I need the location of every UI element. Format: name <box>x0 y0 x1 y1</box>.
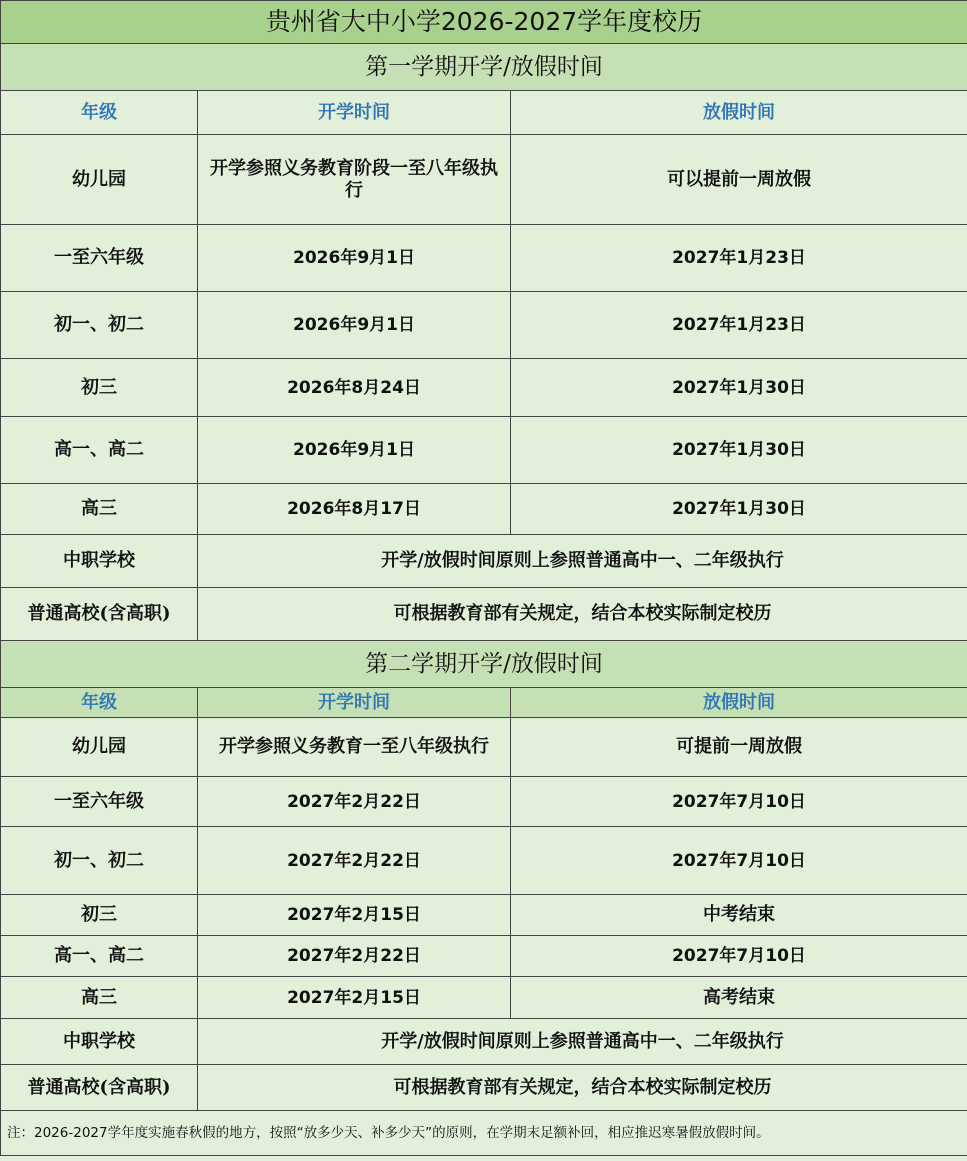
grade-cell: 普通高校(含高职) <box>1 588 198 641</box>
grade-cell: 幼儿园 <box>1 718 198 777</box>
table-row <box>1 135 967 225</box>
term1-title: 第一学期开学/放假时间 <box>1 44 967 91</box>
grade-cell: 初一、初二 <box>1 827 198 895</box>
end-cell: 2027年7月10日 <box>511 827 967 895</box>
footnote: 注：2026-2027学年度实施春秋假的地方，按照“放多少天、补多少天”的原则，在学期末足额补回，相应推迟寒暑假放假时间。 <box>1 1111 967 1156</box>
table-row <box>1 827 967 895</box>
grade-cell: 中职学校 <box>1 1019 198 1065</box>
end-cell: 2027年1月23日 <box>511 292 967 359</box>
start-cell: 2027年2月22日 <box>198 936 511 977</box>
table-row <box>1 936 967 977</box>
table-row <box>1 588 967 641</box>
grade-cell: 高一、高二 <box>1 936 198 977</box>
end-cell: 中考结束 <box>511 895 967 936</box>
table-row <box>1 292 967 359</box>
grade-cell: 高三 <box>1 484 198 535</box>
grade-cell: 初三 <box>1 359 198 417</box>
start-cell: 开学参照义务教育一至八年级执行 <box>198 718 511 777</box>
start-cell: 开学参照义务教育阶段一至八年级执行 <box>198 135 511 225</box>
table-row <box>1 359 967 417</box>
start-cell: 2027年2月22日 <box>198 827 511 895</box>
grade-cell: 高三 <box>1 977 198 1019</box>
end-cell: 2027年7月10日 <box>511 936 967 977</box>
header-end: 放假时间 <box>511 688 967 718</box>
start-cell: 2027年2月15日 <box>198 977 511 1019</box>
grade-cell: 普通高校(含高职) <box>1 1065 198 1111</box>
grade-cell: 初一、初二 <box>1 292 198 359</box>
table-row <box>1 1065 967 1111</box>
table-row <box>1 977 967 1019</box>
end-cell: 可提前一周放假 <box>511 718 967 777</box>
table-row <box>1 225 967 292</box>
end-cell: 高考结束 <box>511 977 967 1019</box>
end-cell: 2027年7月10日 <box>511 777 967 827</box>
table-row <box>1 718 967 777</box>
table-row <box>1 1019 967 1065</box>
start-cell: 2026年9月1日 <box>198 417 511 484</box>
table-row <box>1 417 967 484</box>
page-title: 贵州省大中小学2026-2027学年度校历 <box>1 1 967 44</box>
merged-cell: 可根据教育部有关规定，结合本校实际制定校历 <box>198 588 967 641</box>
start-cell: 2026年8月17日 <box>198 484 511 535</box>
table-row <box>1 895 967 936</box>
start-cell: 2026年9月1日 <box>198 292 511 359</box>
header-end: 放假时间 <box>511 91 967 135</box>
end-cell: 2027年1月30日 <box>511 359 967 417</box>
grade-cell: 初三 <box>1 895 198 936</box>
grade-cell: 幼儿园 <box>1 135 198 225</box>
merged-cell: 开学/放假时间原则上参照普通高中一、二年级执行 <box>198 1019 967 1065</box>
start-cell: 2027年2月15日 <box>198 895 511 936</box>
end-cell: 可以提前一周放假 <box>511 135 967 225</box>
merged-cell: 可根据教育部有关规定，结合本校实际制定校历 <box>198 1065 967 1111</box>
table-row <box>1 484 967 535</box>
grade-cell: 一至六年级 <box>1 225 198 292</box>
header-grade: 年级 <box>1 91 198 135</box>
start-cell: 2026年8月24日 <box>198 359 511 417</box>
start-cell: 2026年9月1日 <box>198 225 511 292</box>
end-cell: 2027年1月30日 <box>511 484 967 535</box>
merged-cell: 开学/放假时间原则上参照普通高中一、二年级执行 <box>198 535 967 588</box>
header-grade: 年级 <box>1 688 198 718</box>
header-start: 开学时间 <box>198 688 511 718</box>
start-cell: 2027年2月22日 <box>198 777 511 827</box>
term2-title: 第二学期开学/放假时间 <box>1 641 967 688</box>
grade-cell: 高一、高二 <box>1 417 198 484</box>
grade-cell: 一至六年级 <box>1 777 198 827</box>
table-row <box>1 777 967 827</box>
end-cell: 2027年1月30日 <box>511 417 967 484</box>
header-start: 开学时间 <box>198 91 511 135</box>
table-row <box>1 535 967 588</box>
grade-cell: 中职学校 <box>1 535 198 588</box>
end-cell: 2027年1月23日 <box>511 225 967 292</box>
